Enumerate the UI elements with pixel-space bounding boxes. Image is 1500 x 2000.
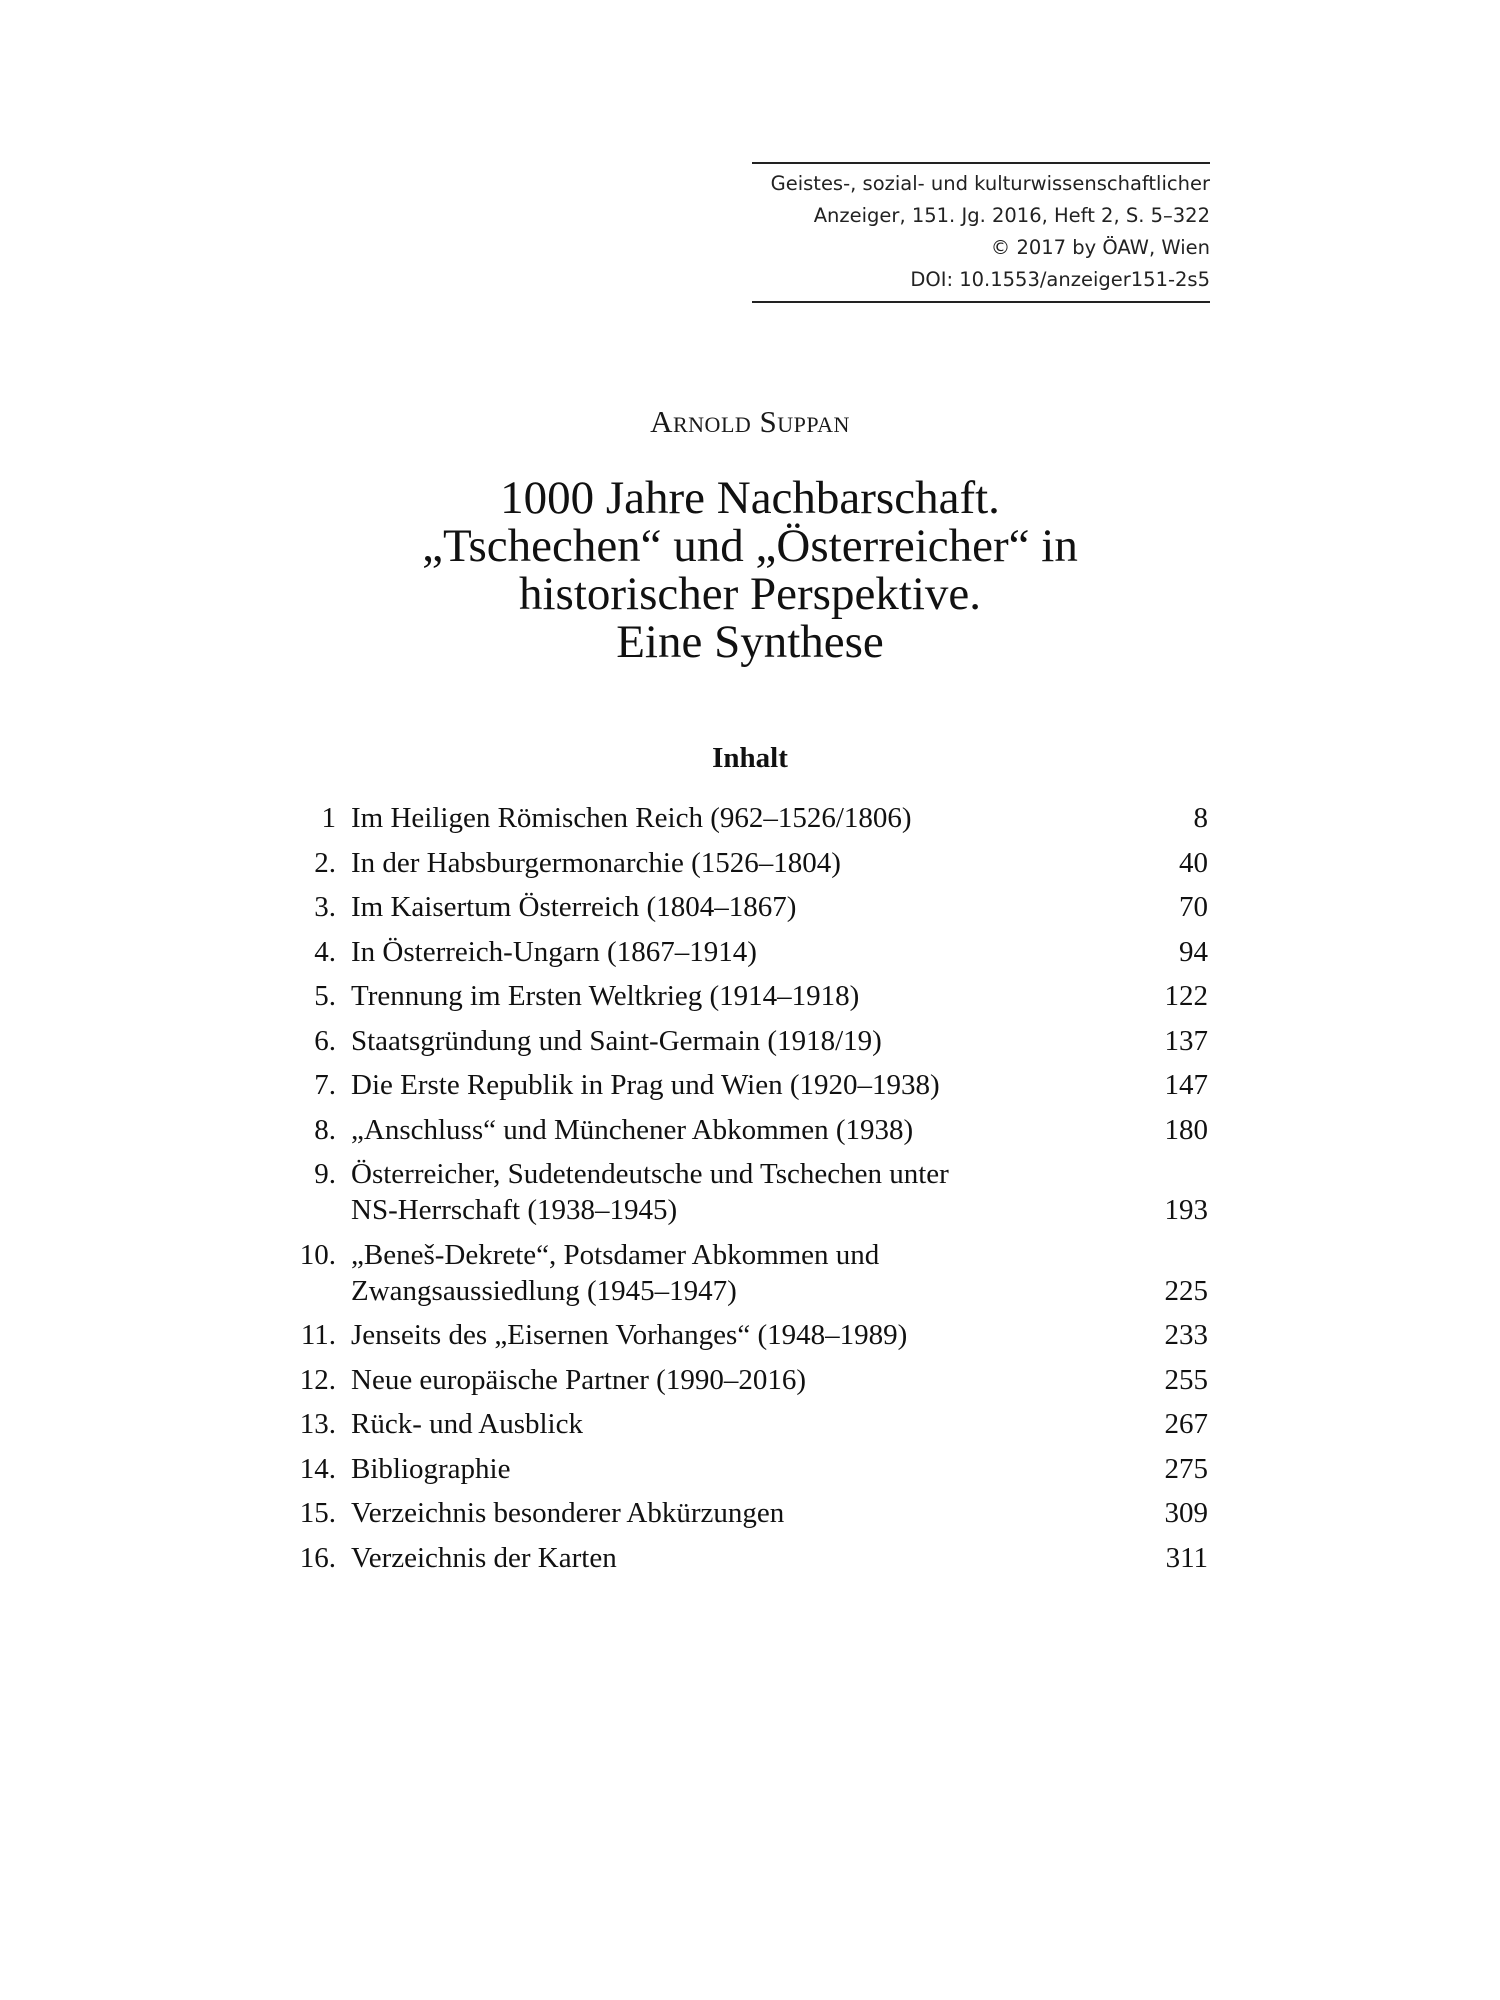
toc-entry-number: 4. xyxy=(314,935,336,968)
title-line: 1000 Jahre Nachbarschaft. xyxy=(500,472,1000,524)
toc-entry-page-number: 8 xyxy=(1193,802,1208,834)
toc-entry-number: 5. xyxy=(314,980,336,1012)
toc-entry-title: „Anschluss“ und Münchener Abkommen (1938) xyxy=(351,1113,914,1146)
toc-entry-page-number: 225 xyxy=(1164,1274,1208,1307)
toc-entry-title: NS-Herrschaft (1938–1945) xyxy=(351,1194,678,1226)
toc-entry-number: 11. xyxy=(300,1319,336,1351)
toc-entry-page-number: 311 xyxy=(1165,1541,1208,1574)
toc-entry-title: Trennung im Ersten Weltkrieg (1914–1918) xyxy=(351,980,860,1012)
toc-entry-line xyxy=(292,1112,1208,1148)
toc-entry-title: Verzeichnis der Karten xyxy=(351,1541,617,1574)
toc-entry-number: 9. xyxy=(314,1158,336,1190)
title-line: Eine Synthese xyxy=(616,616,884,668)
toc-entry-title: Rück- und Ausblick xyxy=(351,1408,583,1440)
toc-entry-line xyxy=(292,1237,1208,1273)
toc-entry-page-number: 309 xyxy=(1164,1497,1208,1529)
toc-entry-page-number: 147 xyxy=(1164,1069,1208,1101)
toc-entry-title: Neue europäische Partner (1990–2016) xyxy=(351,1363,806,1396)
author-name: Arnold Suppan xyxy=(650,404,850,439)
toc-entry-number: 15. xyxy=(299,1497,336,1529)
toc-entry-title: Verzeichnis besonderer Abkürzungen xyxy=(351,1497,785,1529)
toc-entry-page-number: 193 xyxy=(1164,1194,1208,1226)
toc-entry-line xyxy=(292,1406,1208,1442)
toc-entry xyxy=(292,1237,1208,1309)
toc-entry xyxy=(292,889,1208,925)
toc-entry-number: 7. xyxy=(314,1069,336,1101)
toc-entry-line xyxy=(292,845,1208,881)
toc-entry-page-number: 233 xyxy=(1164,1319,1208,1351)
toc-entry-number: 14. xyxy=(299,1452,336,1485)
table-of-contents xyxy=(292,800,1208,1584)
toc-entry xyxy=(292,1112,1208,1148)
toc-entry-line xyxy=(292,934,1208,970)
toc-entry-title: Jenseits des „Eisernen Vorhanges“ (1948–1989) xyxy=(351,1319,908,1351)
citation-line-volume: Anzeiger, 151. Jg. 2016, Heft 2, S. 5–322 xyxy=(813,204,1210,227)
toc-entry-number: 6. xyxy=(314,1024,336,1057)
toc-entry xyxy=(292,1540,1208,1576)
toc-entry xyxy=(292,1156,1208,1228)
toc-entry-line xyxy=(292,1317,1208,1353)
toc-entry-title: Staatsgründung und Saint-Germain (1918/19) xyxy=(351,1024,882,1057)
toc-entry-line xyxy=(292,1023,1208,1059)
toc-entry-title: Im Heiligen Römischen Reich (962–1526/1806) xyxy=(351,802,912,834)
toc-entry-number: 10. xyxy=(299,1238,336,1271)
toc-entry-title: Österreicher, Sudetendeutsche und Tschechen unter xyxy=(351,1158,949,1190)
toc-entry-number: 2. xyxy=(314,846,336,879)
toc-entry-page-number: 40 xyxy=(1179,846,1208,879)
toc-entry-title: In Österreich-Ungarn (1867–1914) xyxy=(351,935,757,968)
toc-entry-page-number: 122 xyxy=(1164,980,1208,1012)
toc-entry-number: 12. xyxy=(299,1363,336,1396)
toc-entry xyxy=(292,845,1208,881)
toc-entry-line xyxy=(292,1362,1208,1398)
toc-entry-number: 13. xyxy=(299,1408,336,1440)
toc-entry xyxy=(292,1406,1208,1442)
toc-entry-line xyxy=(292,889,1208,925)
toc-entry-number: 3. xyxy=(314,891,336,923)
toc-entry xyxy=(292,978,1208,1014)
toc-entry-page-number: 180 xyxy=(1164,1113,1208,1146)
title-line: „Tschechen“ und „Österreicher“ in xyxy=(422,520,1078,572)
toc-entry-number: 1 xyxy=(321,802,336,834)
toc-entry xyxy=(292,1023,1208,1059)
toc-entry xyxy=(292,1317,1208,1353)
toc-entry-title: In der Habsburgermonarchie (1526–1804) xyxy=(351,846,841,879)
citation-line-doi: DOI: 10.1553/anzeiger151-2s5 xyxy=(910,268,1210,291)
toc-entry-title: Zwangsaussiedlung (1945–1947) xyxy=(351,1274,737,1307)
title-line: historischer Perspektive. xyxy=(518,568,982,620)
toc-entry-line xyxy=(292,800,1208,836)
toc-entry xyxy=(292,1362,1208,1398)
toc-entry-title: Die Erste Republik in Prag und Wien (1920–1938) xyxy=(351,1069,940,1101)
toc-entry-line xyxy=(292,1495,1208,1531)
citation-line-journal: Geistes-, sozial- und kulturwissenschaftlicher xyxy=(770,172,1210,195)
toc-entry-line xyxy=(292,1067,1208,1103)
toc-entry-page-number: 255 xyxy=(1164,1363,1208,1396)
toc-entry xyxy=(292,1495,1208,1531)
toc-entry-line xyxy=(292,1273,1208,1309)
toc-entry xyxy=(292,800,1208,836)
toc-entry-line xyxy=(292,1156,1208,1192)
toc-entry-line xyxy=(292,1192,1208,1228)
citation-line-copyright: © 2017 by ÖAW, Wien xyxy=(990,236,1210,259)
toc-entry xyxy=(292,1067,1208,1103)
toc-entry-page-number: 267 xyxy=(1164,1408,1208,1440)
toc-entry-page-number: 70 xyxy=(1179,891,1208,923)
toc-entry-title: „Beneš-Dekrete“, Potsdamer Abkommen und xyxy=(351,1238,880,1271)
toc-entry xyxy=(292,934,1208,970)
toc-entry-title: Bibliographie xyxy=(351,1452,511,1485)
toc-entry-title: Im Kaisertum Österreich (1804–1867) xyxy=(351,891,797,923)
contents-heading: Inhalt xyxy=(712,742,788,774)
article-title xyxy=(0,474,1500,666)
toc-entry xyxy=(292,1451,1208,1487)
toc-entry-line xyxy=(292,978,1208,1014)
toc-entry-page-number: 275 xyxy=(1164,1452,1208,1485)
toc-entry-line xyxy=(292,1540,1208,1576)
toc-entry-line xyxy=(292,1451,1208,1487)
citation-block xyxy=(752,162,1210,303)
toc-entry-number: 16. xyxy=(299,1541,336,1574)
toc-entry-page-number: 137 xyxy=(1164,1024,1208,1057)
toc-entry-number: 8. xyxy=(314,1113,336,1146)
toc-entry-page-number: 94 xyxy=(1179,935,1208,968)
